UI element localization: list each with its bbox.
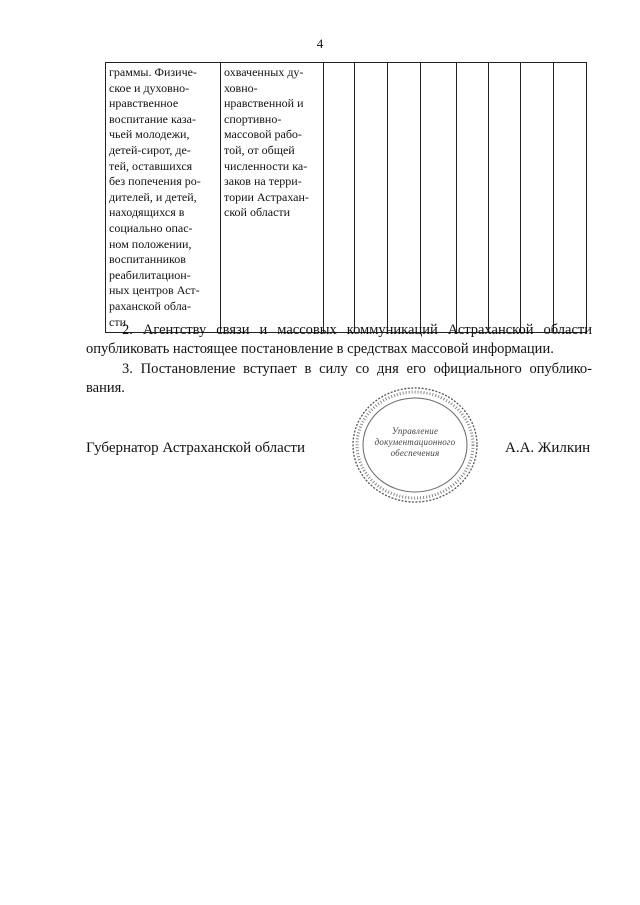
empty-cell: [355, 63, 388, 333]
empty-cell: [489, 63, 521, 333]
paragraph-line: вания.: [86, 380, 125, 396]
cell-line: спортивно-: [224, 111, 282, 126]
empty-cell: [554, 63, 587, 333]
cell-line: тории Астрахан-: [224, 189, 309, 204]
stamp-text-line: Управление: [391, 426, 439, 436]
page-number: 4: [316, 36, 324, 51]
cell-line: охваченных ду-: [224, 65, 304, 79]
cell-line: дителей, и детей,: [109, 189, 197, 204]
cell-line: нравственной и: [224, 96, 304, 111]
paragraph-line: опубликовать настоящее постановление в средствах массовой информации.: [86, 341, 554, 357]
cell-line: без попечения ро-: [109, 174, 201, 189]
cell-line: той, от общей: [224, 142, 295, 157]
paragraph-3: [86, 360, 592, 398]
table-row: [106, 63, 587, 333]
empty-cell: [388, 63, 421, 333]
cell-line: воспитание каза-: [109, 111, 196, 126]
empty-cell: [324, 63, 355, 333]
cell-line: заков на терри-: [224, 174, 302, 189]
cell-line: массовой рабо-: [224, 127, 302, 142]
cell-line: реабилитацион-: [109, 267, 191, 282]
cell-line: находящихся в: [109, 205, 185, 220]
stamp-text-line: обеспечения: [390, 448, 440, 458]
cell-line: ном положении,: [109, 236, 192, 251]
cell-line: ской области: [224, 205, 291, 220]
cell-line: граммы. Физиче-: [109, 65, 197, 79]
cell-line: воспитанников: [109, 252, 186, 267]
empty-cell: [521, 63, 554, 333]
paragraph-2: [86, 321, 592, 359]
empty-cell: [457, 63, 489, 333]
program-description-cell: [106, 63, 221, 333]
cell-line: детей-сирот, де-: [109, 142, 191, 157]
signatory-title: Губернатор Астраханской области: [86, 440, 306, 456]
signatory-name: А.А. Жилкин: [505, 440, 591, 456]
stamp-text-line: документационного: [374, 437, 456, 447]
cell-line: ское и духовно-: [109, 80, 190, 95]
cell-line: раханской обла-: [109, 298, 192, 313]
cell-line: нравственное: [109, 96, 179, 111]
paragraph-line: 2. Агентству связи и массовых коммуникаций Астраханской области: [122, 322, 592, 338]
cell-line: численности ка-: [224, 158, 308, 173]
continuation-table: [105, 62, 587, 333]
cell-line: сти: [109, 314, 126, 329]
indicator-cell: [221, 63, 324, 333]
cell-line: ховно-: [224, 80, 258, 95]
paragraph-line: 3. Постановление вступает в силу со дня его официального опублико-: [122, 361, 592, 377]
empty-cell: [421, 63, 457, 333]
cell-line: чьей молодежи,: [109, 127, 190, 142]
cell-line: социально опас-: [109, 220, 193, 235]
cell-line: тей, оставшихся: [109, 158, 193, 173]
cell-line: ных центров Аст-: [109, 283, 200, 298]
